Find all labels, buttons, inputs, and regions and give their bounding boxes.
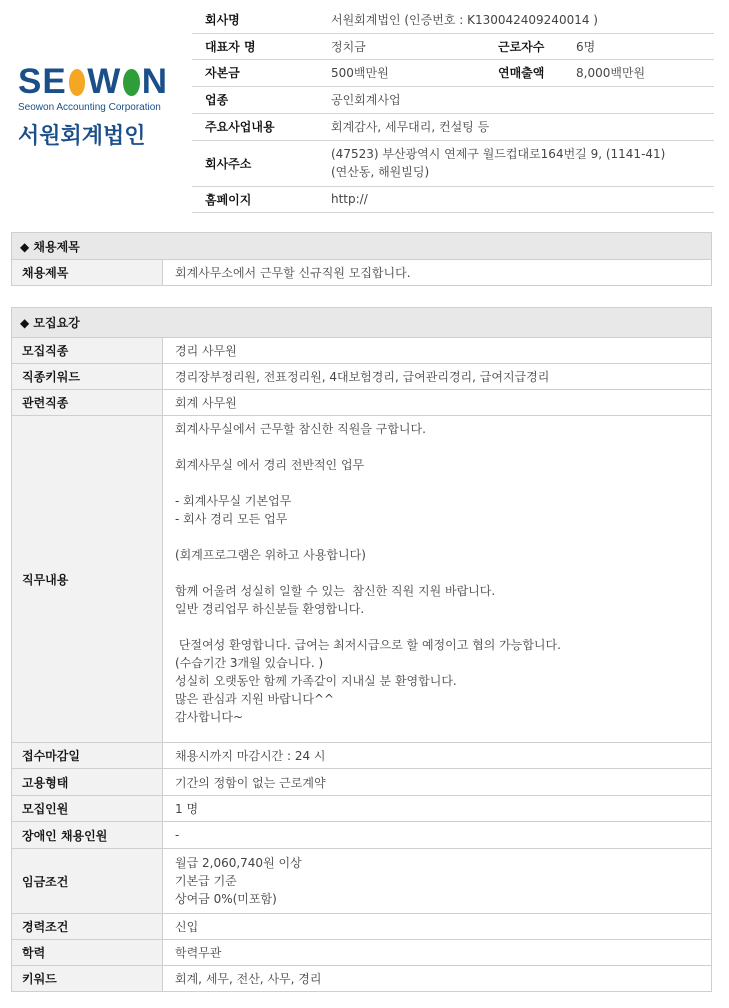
title-section-header: ◆ 채용제목	[12, 233, 712, 260]
employees-label: 근로자수	[498, 33, 576, 59]
headcount-value: 1 명	[163, 796, 712, 822]
employment-type-label: 고용형태	[12, 769, 163, 796]
wage-line: 월급 2,060,740원 이상	[175, 856, 302, 870]
capital-label: 자본금	[192, 59, 331, 86]
address-label: 회사주소	[192, 140, 331, 186]
disabled-hire-label: 장애인 채용인원	[12, 822, 163, 849]
revenue-label: 연매출액	[498, 59, 576, 86]
logo-orange-circle-icon	[69, 69, 85, 96]
duties-value	[163, 416, 712, 743]
duties-line: 일반 경리업무 하신분들 환영합니다.	[175, 602, 365, 616]
logo-korean-name: 서원회계법인	[18, 124, 146, 149]
title-section	[11, 232, 712, 286]
duties-line: 회계사무실 에서 경리 전반적인 업무	[175, 458, 365, 472]
address-value	[331, 140, 714, 186]
industry-label: 업종	[192, 86, 331, 113]
keywords-label: 키워드	[12, 966, 163, 992]
job-type-value: 경리 사무원	[163, 338, 712, 364]
industry-value: 공인회계사업	[331, 86, 714, 113]
wage-value	[163, 849, 712, 914]
recruit-section	[11, 307, 712, 992]
job-type-label: 모집직종	[12, 338, 163, 364]
deadline-value: 채용시까지 마감시간 : 24 시	[163, 743, 712, 769]
education-value: 학력무관	[163, 940, 712, 966]
duties-label: 직무내용	[12, 416, 163, 743]
duties-line: 회계사무실에서 근무할 참신한 직원을 구합니다.	[175, 422, 426, 436]
address-line-1: (47523) 부산광역시 연제구 월드컵대로164번길 9, (1141-41)	[331, 147, 666, 161]
duties-line: 많은 관심과 지원 바랍니다^^	[175, 692, 335, 706]
company-name-value: 서원회계법인 (인증번호 : K130042409240014 )	[331, 6, 714, 33]
employment-type-value: 기간의 정함이 없는 근로계약	[163, 769, 712, 796]
company-logo	[18, 64, 168, 150]
address-line-2: (연산동, 해원빌딩)	[331, 165, 430, 179]
headcount-label: 모집인원	[12, 796, 163, 822]
disabled-hire-value: -	[163, 822, 712, 849]
business-value: 회계감사, 세무대리, 컨설팅 등	[331, 113, 714, 140]
duties-line: 성실히 오랫동안 함께 가족같이 지내실 분 환영합니다.	[175, 674, 457, 688]
education-label: 학력	[12, 940, 163, 966]
title-value: 회계사무소에서 근무할 신규직원 모집합니다.	[163, 260, 712, 286]
duties-line: 함께 어울려 성실히 일할 수 있는 참신한 직원 지원 바랍니다.	[175, 584, 496, 598]
homepage-link[interactable]: http://	[331, 186, 714, 212]
ceo-label: 대표자 명	[192, 33, 331, 59]
career-value: 신입	[163, 914, 712, 940]
business-label: 주요사업내용	[192, 113, 331, 140]
job-keywords-label: 직종키워드	[12, 364, 163, 390]
revenue-value: 8,000백만원	[576, 59, 714, 86]
deadline-label: 접수마감일	[12, 743, 163, 769]
wage-line: 상여금 0%(미포함)	[175, 892, 277, 906]
related-job-value: 회계 사무원	[163, 390, 712, 416]
keywords-value: 회계, 세무, 전산, 사무, 경리	[163, 966, 712, 992]
related-job-label: 관련직종	[12, 390, 163, 416]
company-name-label: 회사명	[192, 6, 331, 33]
logo-wordmark-left: SE	[18, 62, 67, 101]
duties-line: 감사합니다~	[175, 710, 244, 724]
duties-line: (수습기간 3개월 있습니다. )	[175, 656, 324, 670]
career-label: 경력조건	[12, 914, 163, 940]
duties-line: (회계프로그램은 위하고 사용합니다)	[175, 548, 366, 562]
capital-value: 500백만원	[331, 59, 498, 86]
wage-line: 기본급 기준	[175, 874, 237, 888]
homepage-label: 홈페이지	[192, 186, 331, 212]
job-keywords-value: 경리장부정리원, 전표정리원, 4대보험경리, 급여관리경리, 급여지급경리	[163, 364, 712, 390]
wage-label: 임금조건	[12, 849, 163, 914]
duties-line: - 회사 경리 모든 업무	[175, 512, 288, 526]
logo-wordmark-right: N	[141, 62, 168, 101]
ceo-value: 정치금	[331, 33, 498, 59]
duties-line: - 회계사무실 기본업무	[175, 494, 292, 508]
logo-green-circle-icon	[123, 69, 139, 96]
recruit-section-header: ◆ 모집요강	[12, 308, 712, 338]
company-info-table	[192, 6, 714, 213]
title-label: 채용제목	[12, 260, 163, 286]
duties-line: 단절여성 환영합니다. 급여는 최저시급으로 할 예정이고 협의 가능합니다.	[175, 638, 561, 652]
logo-wordmark: SE W N	[18, 62, 168, 101]
logo-english-name: Seowon Accounting Corporation	[18, 102, 161, 113]
employees-value: 6명	[576, 33, 714, 59]
